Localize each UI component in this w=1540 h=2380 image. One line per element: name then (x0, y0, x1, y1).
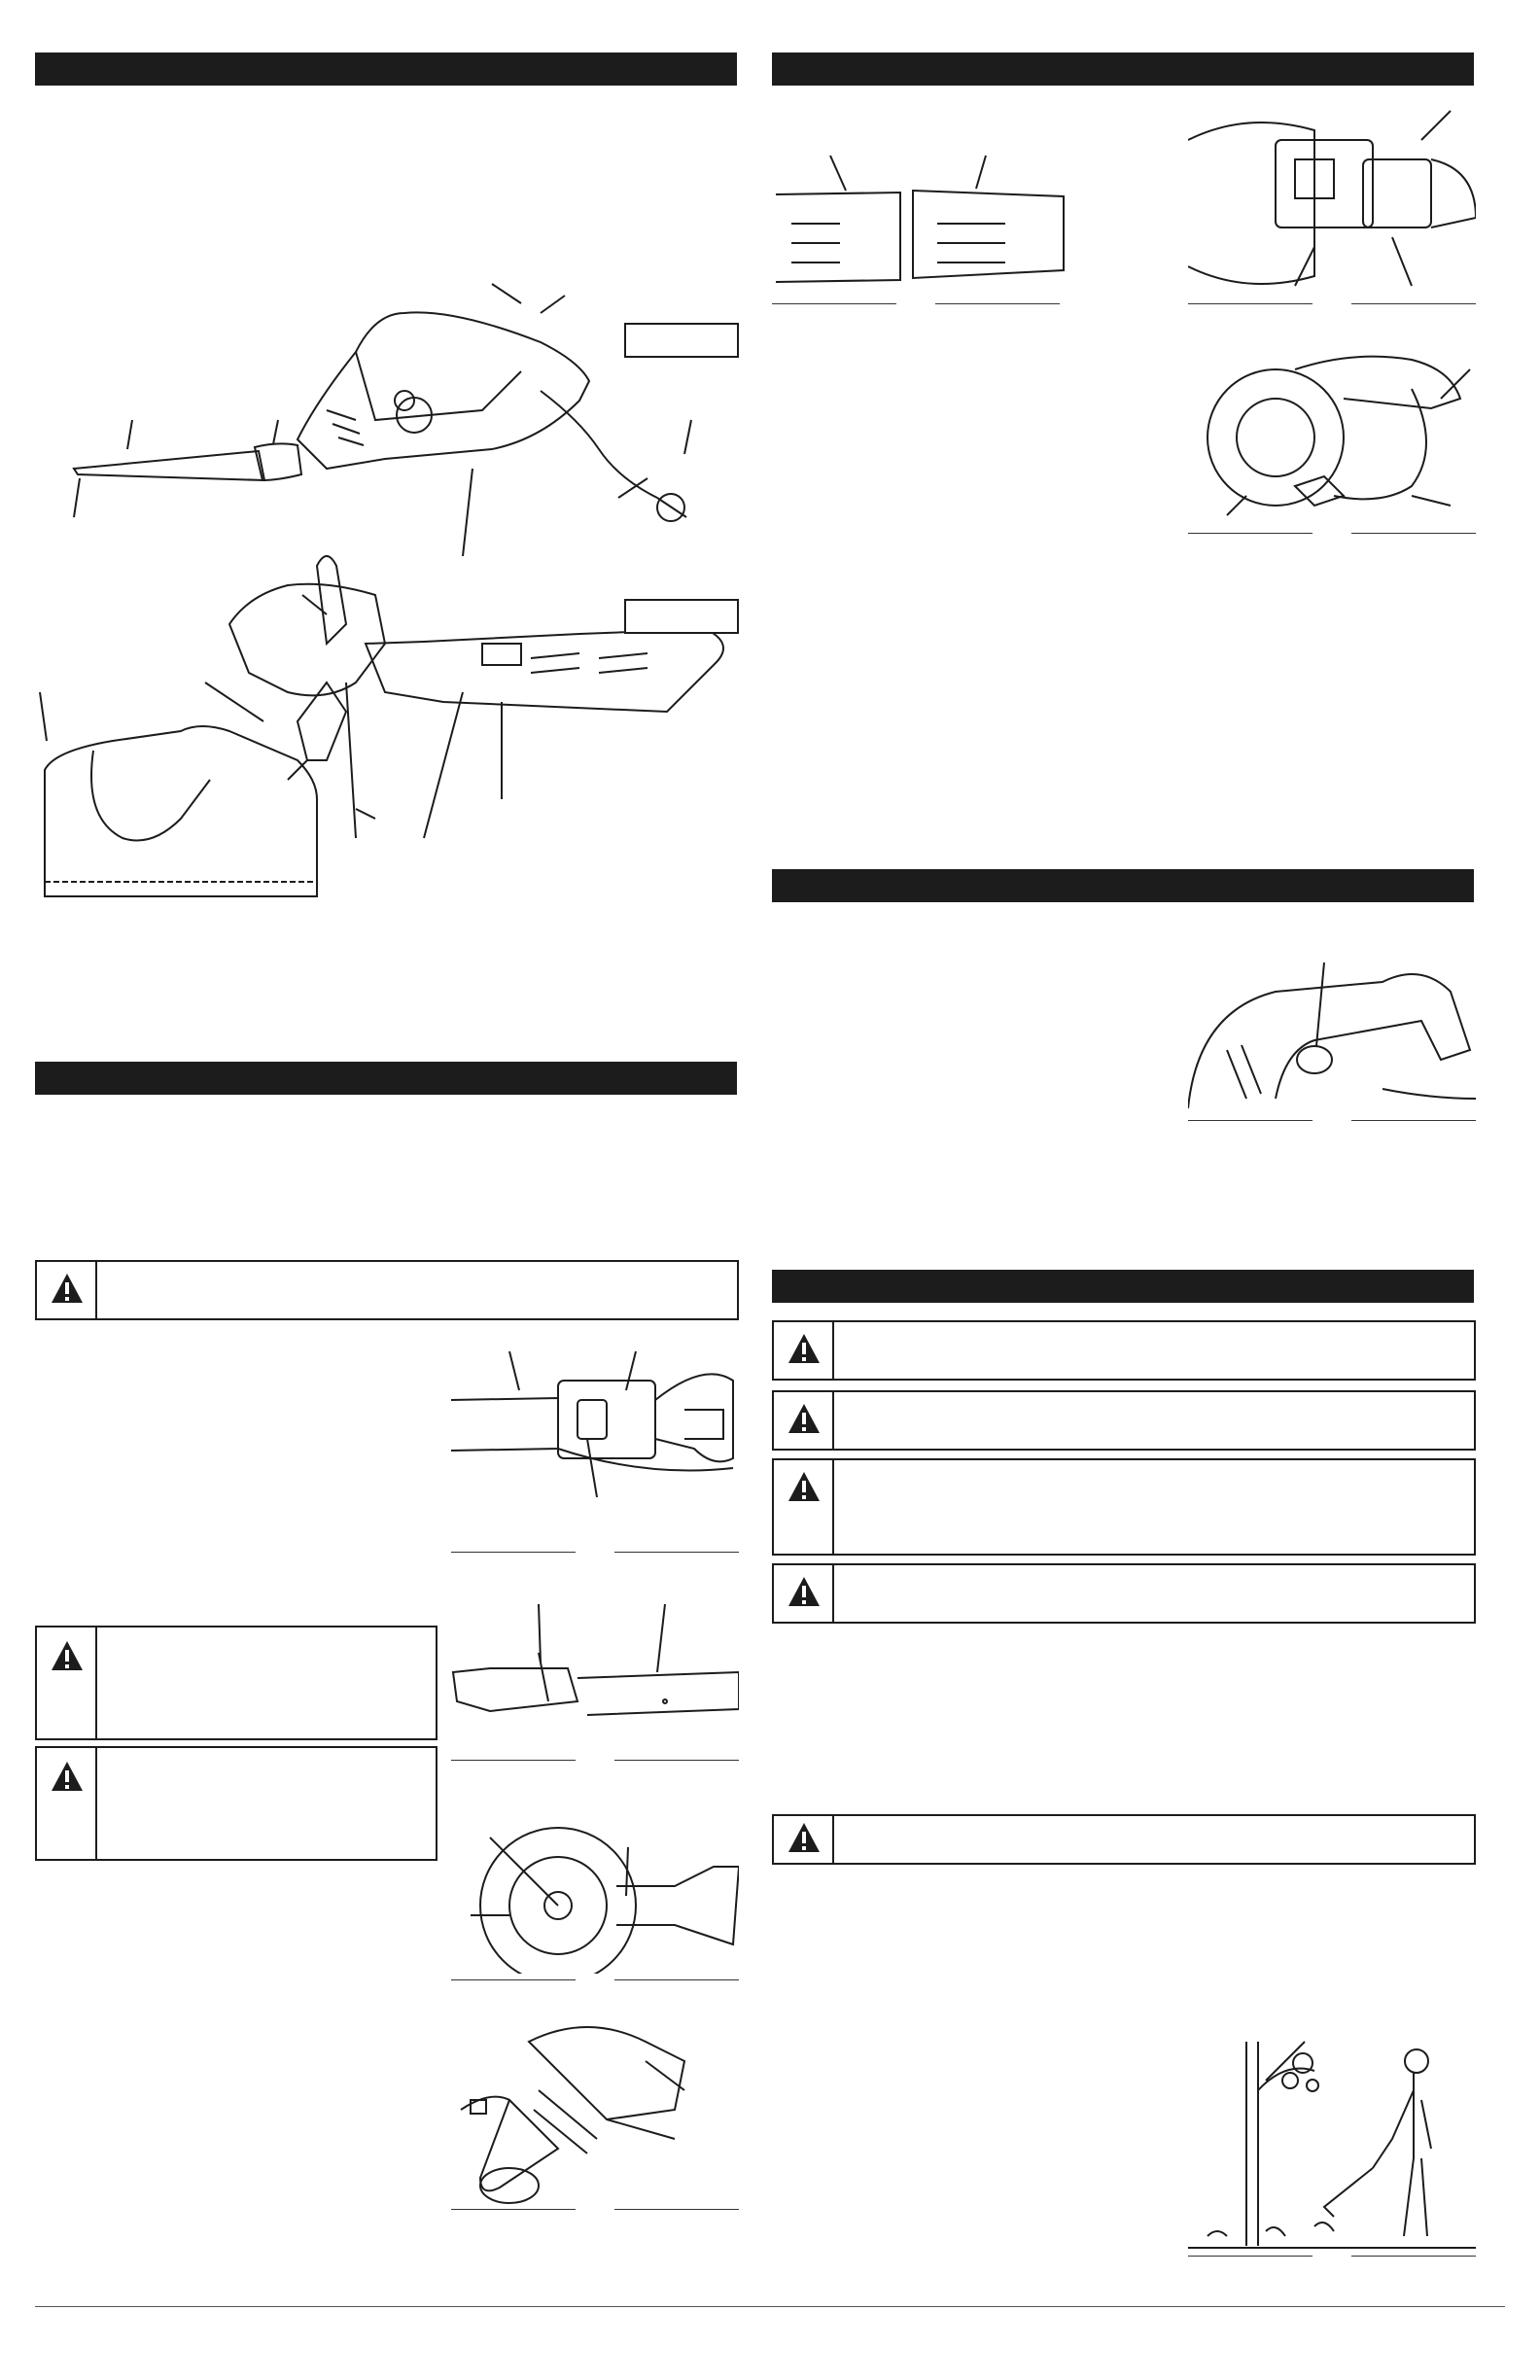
fig-caption-rule-7b (1351, 533, 1476, 534)
fig-caption-rule-1a (451, 1552, 576, 1553)
label-box-vacuum (624, 599, 739, 634)
fig-caption-rule-8a (1188, 1120, 1312, 1121)
figure-speed-control (1188, 953, 1476, 1120)
fig-caption-rule-2a (451, 1760, 576, 1761)
warning-box-left-1 (35, 1626, 438, 1740)
warning-box-right-1 (772, 1320, 1476, 1381)
warning-triangle-icon (50, 1272, 85, 1305)
warning-triangle-icon (50, 1760, 85, 1793)
fig-caption-rule-5a (772, 303, 896, 304)
fig-caption-rule-7a (1188, 533, 1312, 534)
fig-caption-rule-3a (451, 1979, 576, 1980)
warning-triangle-icon (787, 1470, 822, 1503)
fig-caption-rule-4a (451, 2209, 576, 2210)
section-header-bar-right-top (772, 52, 1474, 86)
section-header-bar-left-middle (35, 1062, 737, 1095)
warning-box-wide-left (35, 1260, 739, 1320)
figure-tube-latch (451, 1342, 739, 1546)
section-header-bar-right-lower (772, 1270, 1474, 1303)
fig-caption-rule-9a (1188, 2256, 1312, 2257)
section-header-bar-right-middle (772, 869, 1474, 902)
figure-vacuum-tube (451, 2003, 739, 2207)
fig-caption-rule-2b (614, 1760, 739, 1761)
warning-triangle-icon (787, 1332, 822, 1365)
fig-caption-rule-1b (614, 1552, 739, 1553)
warning-triangle-icon (787, 1821, 822, 1854)
figure-nozzle-attach (451, 1594, 739, 1750)
figure-tube-assembly (772, 146, 1075, 301)
warning-box-right-4 (772, 1563, 1476, 1624)
warning-triangle-icon (787, 1402, 822, 1435)
figure-tube-release (1188, 101, 1476, 305)
page-footer-rule (35, 2306, 1505, 2307)
warning-box-left-2 (35, 1746, 438, 1861)
figure-impeller-cover (451, 1799, 739, 1974)
fig-caption-rule-6a (1188, 303, 1312, 304)
warning-triangle-icon (50, 1639, 85, 1672)
figure-operator-using-blower (1188, 2032, 1476, 2252)
fig-caption-rule-4b (614, 2209, 739, 2210)
fig-caption-rule-8b (1351, 1120, 1476, 1121)
warning-box-right-2 (772, 1390, 1476, 1451)
figure-cord-retainer (1188, 331, 1476, 525)
fig-caption-rule-3b (614, 1979, 739, 1980)
warning-triangle-icon (787, 1575, 822, 1608)
warning-box-right-5 (772, 1814, 1476, 1865)
section-header-bar-left-top (35, 52, 737, 86)
label-box-blower (624, 323, 739, 358)
fig-caption-rule-5b (935, 303, 1060, 304)
fig-caption-rule-6b (1351, 303, 1476, 304)
warning-box-right-3 (772, 1458, 1476, 1556)
fig-caption-rule-9b (1351, 2256, 1476, 2257)
